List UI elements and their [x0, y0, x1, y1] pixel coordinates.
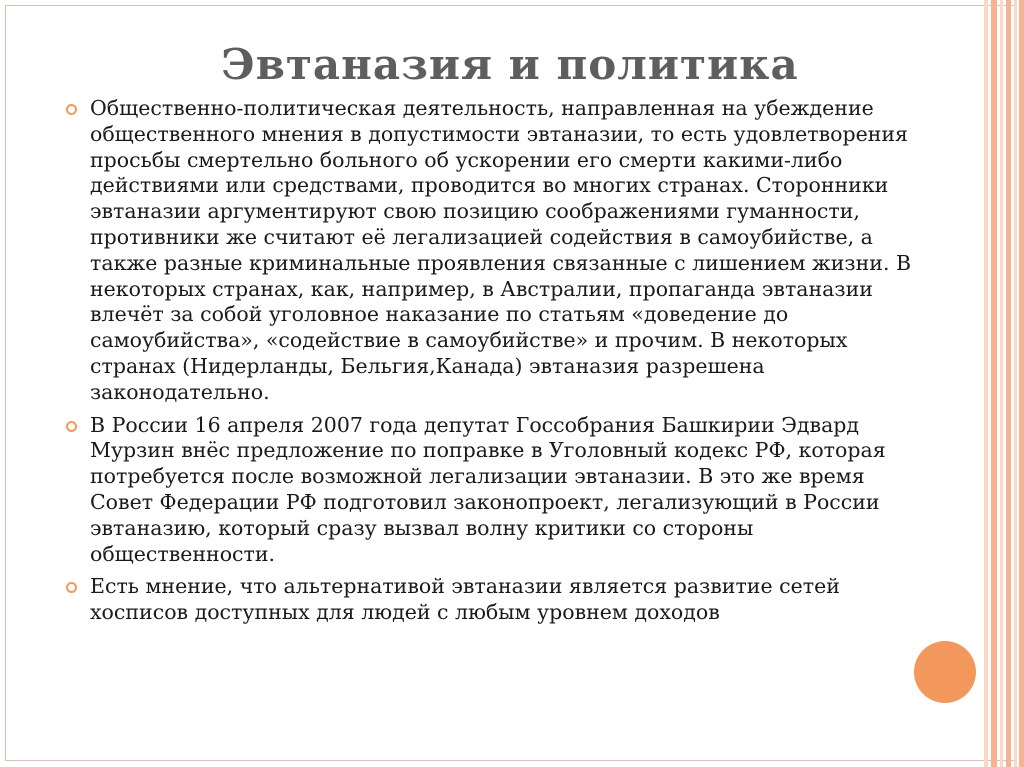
decorative-stripe: [1019, 0, 1024, 767]
slide-body: [66, 96, 926, 633]
bullet-item: [66, 413, 926, 568]
bullet-item: [66, 574, 926, 626]
bullet-text: В России 16 апреля 2007 года депутат Госсобрания Башкирии Эдвард Мурзин внёс предложение по поправке в Уголовный кодекс РФ, которая потребуется после возможной легализации эвтаназии. В это же время Совет Федерации РФ подготовил законопроект, легализующий в России эвтаназию, который сразу вызвал волну критики со стороны общественности.: [90, 412, 886, 566]
bullet-circle-icon: [66, 104, 77, 115]
decorative-stripe: [1000, 0, 1003, 767]
slide-title: Эвтаназия и политика: [221, 40, 799, 89]
decorative-stripe: [1006, 0, 1011, 767]
decorative-circle: [914, 641, 976, 703]
decorative-stripe: [1014, 0, 1017, 767]
bullet-item: [66, 96, 926, 406]
decorative-stripe: [984, 0, 988, 767]
bullet-circle-icon: [66, 582, 77, 593]
decorative-stripe: [991, 0, 997, 767]
bullet-text: Общественно-политическая деятельность, направленная на убеждение общественного мнения в допустимости эвтаназии, то есть удовлетворения просьбы смертельно больного об ускорении его смерти какими-либо действиями или средствами, проводится во многих странах. Сторонники эвтаназии аргументируют свою позицию соображениями гуманности, противники же считают её легализацией содействия в самоубийстве, а также разные криминальные проявления связанные с лишением жизни. В некоторых странах, как, например, в Австралии, пропаганда эвтаназии влечёт за собой уголовное наказание по статьям «доведение до самоубийства», «содействие в самоубийстве» и прочим. В некоторых странах (Нидерланды, Бельгия,Канада) эвтаназия разрешена законодательно.: [90, 96, 912, 404]
bullet-circle-icon: [66, 421, 77, 432]
bullet-text: Есть мнение, что альтернативой эвтаназии является развитие сетей хосписов доступных для людей с любым уровнем доходов: [90, 574, 840, 625]
